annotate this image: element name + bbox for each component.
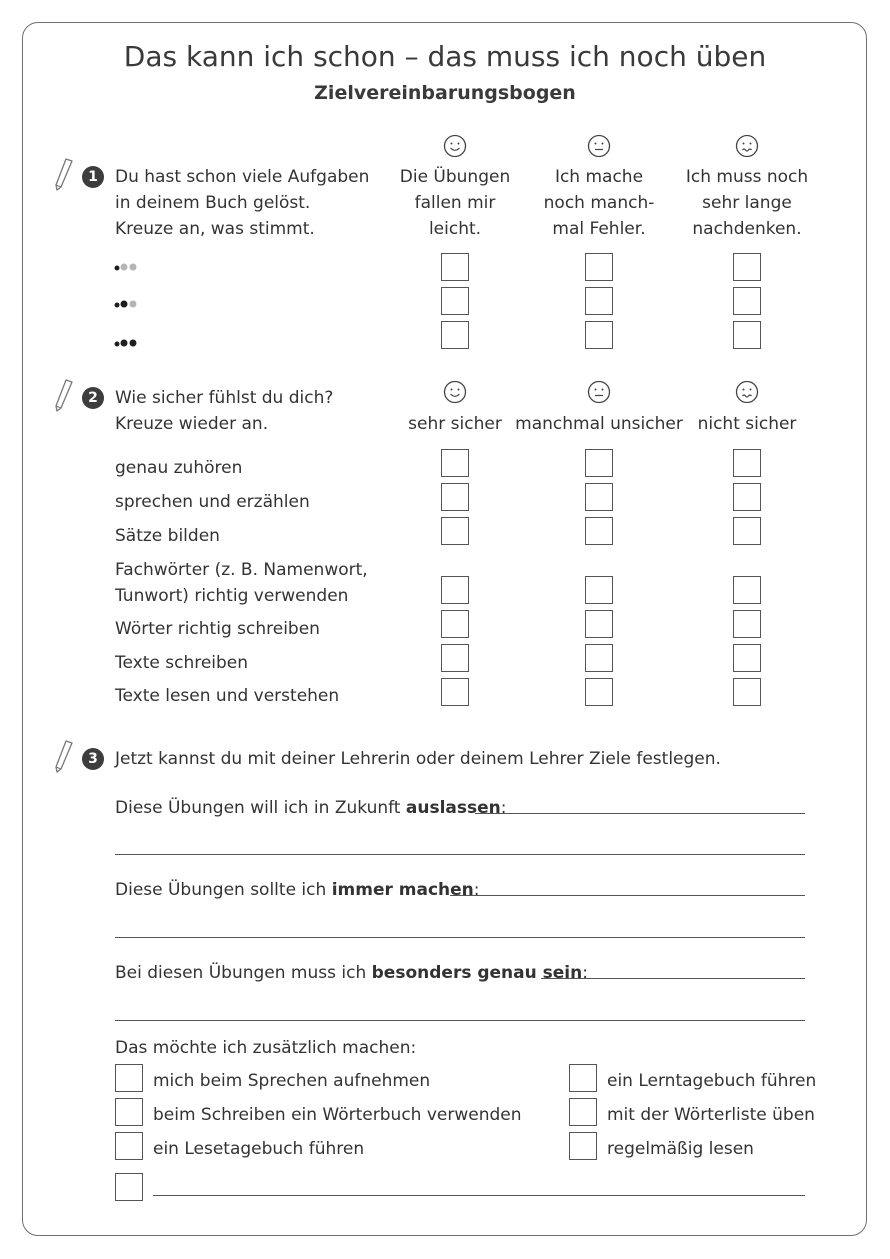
checkbox-writing-sometimes-unsure[interactable]: [585, 644, 613, 672]
happy-face-icon: [443, 380, 467, 404]
extra-heading: Das möchte ich zusätzlich machen:: [115, 1038, 417, 1058]
column-header-mistakes: [529, 164, 669, 242]
difficulty-level-3-icon: [113, 337, 141, 349]
prompt-text: Diese Übungen will ich in Zukunft: [115, 798, 406, 818]
prompt-emphasis: besonders genau sein: [371, 963, 583, 983]
column-header-very-sure: sehr sicher: [408, 414, 502, 434]
skill-label: [115, 557, 368, 609]
checkbox-reading-very-sure[interactable]: [441, 678, 469, 706]
goal-prompt-careful: [115, 960, 588, 986]
worried-face-icon: [735, 380, 759, 404]
page-subtitle: Zielvereinbarungsbogen: [314, 82, 576, 104]
pencil-icon: [52, 378, 74, 414]
checkbox-level1-think-long[interactable]: [733, 253, 761, 281]
checkbox-spelling-not-sure[interactable]: [733, 610, 761, 638]
checkbox-read-regularly[interactable]: [569, 1132, 597, 1160]
task-3-instruction: Jetzt kannst du mit deiner Lehrerin oder deinem Lehrer Ziele festlegen.: [115, 749, 721, 769]
skill-label: Wörter richtig schreiben: [115, 619, 320, 639]
checkbox-level2-think-long[interactable]: [733, 287, 761, 315]
column-header-not-sure: nicht sicher: [697, 414, 797, 434]
checkbox-level1-easy[interactable]: [441, 253, 469, 281]
task-number-1: 1: [82, 166, 104, 188]
write-line-always[interactable]: [450, 895, 805, 896]
instruction-line: Wie sicher fühlst du dich?: [115, 388, 334, 408]
write-line-custom-option[interactable]: [153, 1195, 805, 1196]
checkbox-speaking-very-sure[interactable]: [441, 483, 469, 511]
page-title: Das kann ich schon – das muss ich noch üben: [123, 40, 767, 73]
column-header-sometimes-unsure: manchmal unsicher: [515, 414, 683, 434]
neutral-face-icon: [587, 134, 611, 158]
checkbox-writing-very-sure[interactable]: [441, 644, 469, 672]
prompt-text: Diese Übungen sollte ich: [115, 880, 332, 900]
difficulty-level-1-icon: [113, 261, 141, 273]
checkbox-level3-think-long[interactable]: [733, 321, 761, 349]
checkbox-listening-not-sure[interactable]: [733, 449, 761, 477]
skill-label: Texte lesen und verstehen: [115, 686, 340, 706]
prompt-colon: :: [582, 963, 588, 983]
option-label: regelmäßig lesen: [607, 1139, 754, 1159]
prompt-colon: :: [473, 880, 480, 900]
instruction-line: Kreuze wieder an.: [115, 414, 269, 434]
skill-label: genau zuhören: [115, 458, 243, 478]
write-line-skip-2[interactable]: [115, 854, 805, 855]
checkbox-listening-very-sure[interactable]: [441, 449, 469, 477]
write-line-skip[interactable]: [475, 813, 805, 814]
checkbox-sentences-very-sure[interactable]: [441, 517, 469, 545]
column-header-line: sehr lange: [702, 193, 792, 213]
task-number-2: 2: [82, 387, 104, 409]
prompt-emphasis: auslassen: [405, 798, 501, 818]
skill-label: Sätze bilden: [115, 526, 220, 546]
task-number-3: 3: [82, 748, 104, 770]
skill-label: sprechen und erzählen: [115, 492, 310, 512]
task-2-instruction: [115, 385, 333, 437]
checkbox-speaking-not-sure[interactable]: [733, 483, 761, 511]
checkbox-sentences-not-sure[interactable]: [733, 517, 761, 545]
write-line-always-2[interactable]: [115, 937, 805, 938]
checkbox-level3-mistakes[interactable]: [585, 321, 613, 349]
checkbox-word-list[interactable]: [569, 1098, 597, 1126]
pencil-icon: [52, 739, 74, 775]
neutral-face-icon: [587, 380, 611, 404]
checkbox-listening-sometimes-unsure[interactable]: [585, 449, 613, 477]
checkbox-writing-not-sure[interactable]: [733, 644, 761, 672]
write-line-careful-2[interactable]: [115, 1020, 805, 1021]
column-header-easy: [385, 164, 525, 242]
checkbox-reading-diary[interactable]: [115, 1132, 143, 1160]
checkbox-level2-mistakes[interactable]: [585, 287, 613, 315]
checkbox-spelling-very-sure[interactable]: [441, 610, 469, 638]
checkbox-terms-sometimes-unsure[interactable]: [585, 576, 613, 604]
checkbox-custom-option[interactable]: [115, 1173, 143, 1201]
checkbox-reading-not-sure[interactable]: [733, 678, 761, 706]
option-label: mit der Wörterliste üben: [607, 1105, 815, 1125]
checkbox-use-dictionary[interactable]: [115, 1098, 143, 1126]
task-1-instruction: [115, 164, 369, 242]
column-header-line: Ich muss noch: [685, 167, 809, 187]
option-label: ein Lesetagebuch führen: [153, 1139, 365, 1159]
option-label: mich beim Sprechen aufnehmen: [153, 1071, 431, 1091]
happy-face-icon: [443, 134, 467, 158]
worried-face-icon: [735, 134, 759, 158]
checkbox-sentences-sometimes-unsure[interactable]: [585, 517, 613, 545]
skill-label: Texte schreiben: [115, 653, 249, 673]
goal-prompt-always: [115, 877, 480, 903]
column-header-think-long: [677, 164, 817, 242]
checkbox-speaking-sometimes-unsure[interactable]: [585, 483, 613, 511]
option-label: beim Schreiben ein Wörterbuch verwenden: [153, 1105, 522, 1125]
column-header-line: mal Fehler.: [552, 219, 646, 239]
checkbox-terms-not-sure[interactable]: [733, 576, 761, 604]
checkbox-level3-easy[interactable]: [441, 321, 469, 349]
pencil-icon: [52, 157, 74, 193]
prompt-colon: :: [500, 798, 507, 818]
column-header-line: Ich mache: [554, 167, 644, 187]
column-header-line: noch manch-: [543, 193, 655, 213]
difficulty-level-2-icon: [113, 298, 141, 310]
checkbox-level1-mistakes[interactable]: [585, 253, 613, 281]
column-header-line: nachdenken.: [692, 219, 802, 239]
checkbox-level2-easy[interactable]: [441, 287, 469, 315]
checkbox-record-speaking[interactable]: [115, 1064, 143, 1092]
instruction-line: Kreuze an, was stimmt.: [115, 219, 315, 239]
skill-label-line: Tunwort) richtig verwenden: [115, 586, 349, 606]
goal-prompt-skip: [115, 795, 507, 821]
checkbox-reading-sometimes-unsure[interactable]: [585, 678, 613, 706]
skill-label-line: Fachwörter (z. B. Namenwort,: [115, 560, 368, 580]
checkbox-terms-very-sure[interactable]: [441, 576, 469, 604]
prompt-emphasis: immer machen: [331, 880, 474, 900]
instruction-line: Du hast schon viele Aufgaben: [115, 167, 370, 187]
prompt-text: Bei diesen Übungen muss ich: [115, 963, 372, 983]
option-label: ein Lerntagebuch führen: [607, 1071, 817, 1091]
checkbox-spelling-sometimes-unsure[interactable]: [585, 610, 613, 638]
column-header-line: fallen mir: [414, 193, 496, 213]
column-header-line: Die Übungen: [399, 167, 511, 187]
write-line-careful[interactable]: [541, 978, 805, 979]
checkbox-learning-diary[interactable]: [569, 1064, 597, 1092]
column-header-line: leicht.: [428, 219, 482, 239]
instruction-line: in deinem Buch gelöst.: [115, 193, 311, 213]
